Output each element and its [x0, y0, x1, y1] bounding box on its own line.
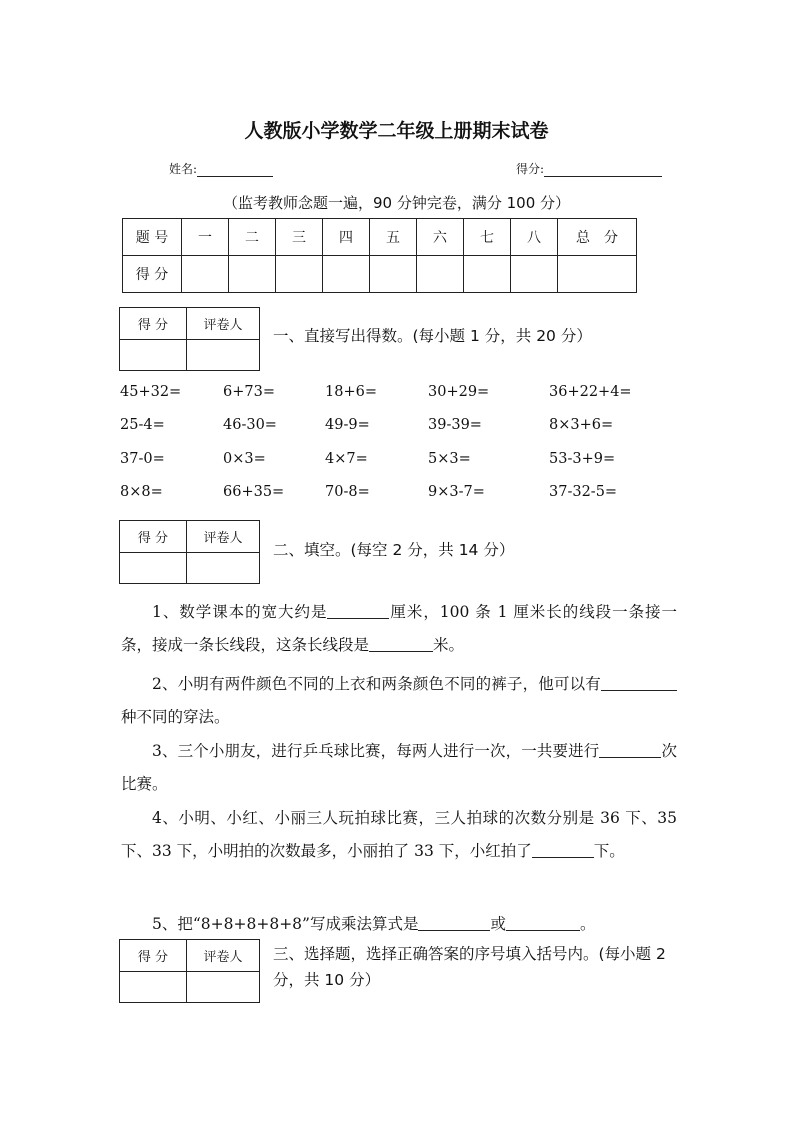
answer-blank[interactable]	[418, 914, 490, 931]
section-2-title: 二、填空。(每空 2 分，共 14 分）	[273, 541, 515, 559]
table-row	[123, 219, 637, 256]
answer-blank[interactable]	[532, 841, 594, 858]
grader-label: 评卷人	[187, 521, 260, 553]
answer-blank[interactable]	[369, 635, 433, 652]
score-cell[interactable]	[182, 256, 229, 293]
grader-name-cell[interactable]	[187, 972, 260, 1003]
calc-item: 8×8=	[120, 484, 163, 500]
column-header: 三	[276, 219, 323, 256]
calc-item: 25-4=	[120, 417, 165, 433]
question-3: 3、三个小朋友，进行乒乓球比赛，每两人进行一次，一共要进行 次比赛。	[121, 742, 677, 793]
grader-label: 评卷人	[187, 940, 260, 972]
page-title: 人教版小学数学二年级上册期末试卷	[244, 120, 549, 142]
answer-blank[interactable]	[327, 602, 389, 619]
calc-item: 18+6=	[325, 384, 377, 400]
column-header: 总 分	[558, 219, 637, 256]
question-4: 4、小明、小红、小丽三人玩拍球比赛，三人拍球的次数分别是 36 下、35 下、33 下，小明拍的次数最多，小丽拍了 33 下，小红拍了 下。	[121, 809, 677, 860]
grader-label: 评卷人	[187, 308, 260, 340]
calc-item: 70-8=	[325, 484, 370, 500]
score-cell[interactable]	[276, 256, 323, 293]
grader-score-label: 得 分	[120, 521, 187, 553]
column-header: 八	[511, 219, 558, 256]
score-cell[interactable]	[511, 256, 558, 293]
calc-item: 6+73=	[223, 384, 275, 400]
column-header: 四	[323, 219, 370, 256]
calc-item: 0×3=	[223, 451, 266, 467]
score-cell[interactable]	[370, 256, 417, 293]
score-cell[interactable]	[417, 256, 464, 293]
calc-item: 45+32=	[120, 384, 182, 400]
grader-score-label: 得 分	[120, 308, 187, 340]
calc-item: 53-3+9=	[549, 451, 616, 467]
score-label: 得分:	[516, 162, 545, 176]
question-5: 5、把“8+8+8+8+8”写成乘法算式是 或 。	[152, 915, 596, 933]
name-label: 姓名:	[169, 162, 198, 176]
column-header: 五	[370, 219, 417, 256]
name-blank[interactable]	[197, 163, 273, 177]
calc-item: 66+35=	[223, 484, 285, 500]
grader-box	[119, 520, 260, 584]
score-cell[interactable]	[464, 256, 511, 293]
score-cell[interactable]	[229, 256, 276, 293]
section-1-title: 一、直接写出得数。(每小题 1 分，共 20 分）	[273, 327, 592, 345]
score-cell[interactable]	[323, 256, 370, 293]
grader-box	[119, 939, 260, 1003]
calc-item: 37-32-5=	[549, 484, 618, 500]
calc-item: 5×3=	[428, 451, 471, 467]
calc-item: 30+29=	[428, 384, 490, 400]
score-blank[interactable]	[544, 163, 662, 177]
score-row-label: 得 分	[123, 256, 182, 293]
answer-blank[interactable]	[599, 741, 661, 758]
column-header: 七	[464, 219, 511, 256]
question-1: 1、数学课本的宽大约是 厘米，100 条 1 厘米长的线段一条接一条，接成一条长线段，这条长线段是 米。	[121, 603, 677, 654]
header-label: 题 号	[123, 219, 182, 256]
answer-blank[interactable]	[506, 914, 580, 931]
calc-item: 49-9=	[325, 417, 370, 433]
name-field	[169, 160, 273, 177]
grader-box	[119, 307, 260, 371]
grader-name-cell[interactable]	[187, 553, 260, 584]
table-row	[123, 256, 637, 293]
calc-item: 39-39=	[428, 417, 482, 433]
calc-item: 8×3+6=	[549, 417, 614, 433]
grader-score-cell[interactable]	[120, 972, 187, 1003]
column-header: 二	[229, 219, 276, 256]
grader-name-cell[interactable]	[187, 340, 260, 371]
calc-item: 36+22+4=	[549, 384, 632, 400]
calc-item: 37-0=	[120, 451, 165, 467]
grader-score-cell[interactable]	[120, 553, 187, 584]
score-cell[interactable]	[558, 256, 637, 293]
calc-item: 46-30=	[223, 417, 277, 433]
question-2: 2、小明有两件颜色不同的上衣和两条颜色不同的裤子，他可以有种不同的穿法。	[121, 668, 677, 734]
answer-blank[interactable]	[601, 674, 677, 691]
exam-notice: （监考教师念题一遍，90 分钟完卷，满分 100 分）	[222, 194, 571, 212]
grader-score-label: 得 分	[120, 940, 187, 972]
calc-item: 9×3-7=	[428, 484, 485, 500]
score-summary-table	[122, 218, 637, 293]
calc-item: 4×7=	[325, 451, 368, 467]
column-header: 六	[417, 219, 464, 256]
grader-score-cell[interactable]	[120, 340, 187, 371]
section-3-title: 三、选择题，选择正确答案的序号填入括号内。(每小题 2 分，共 10 分）	[273, 945, 666, 989]
score-field	[516, 160, 662, 177]
column-header: 一	[182, 219, 229, 256]
